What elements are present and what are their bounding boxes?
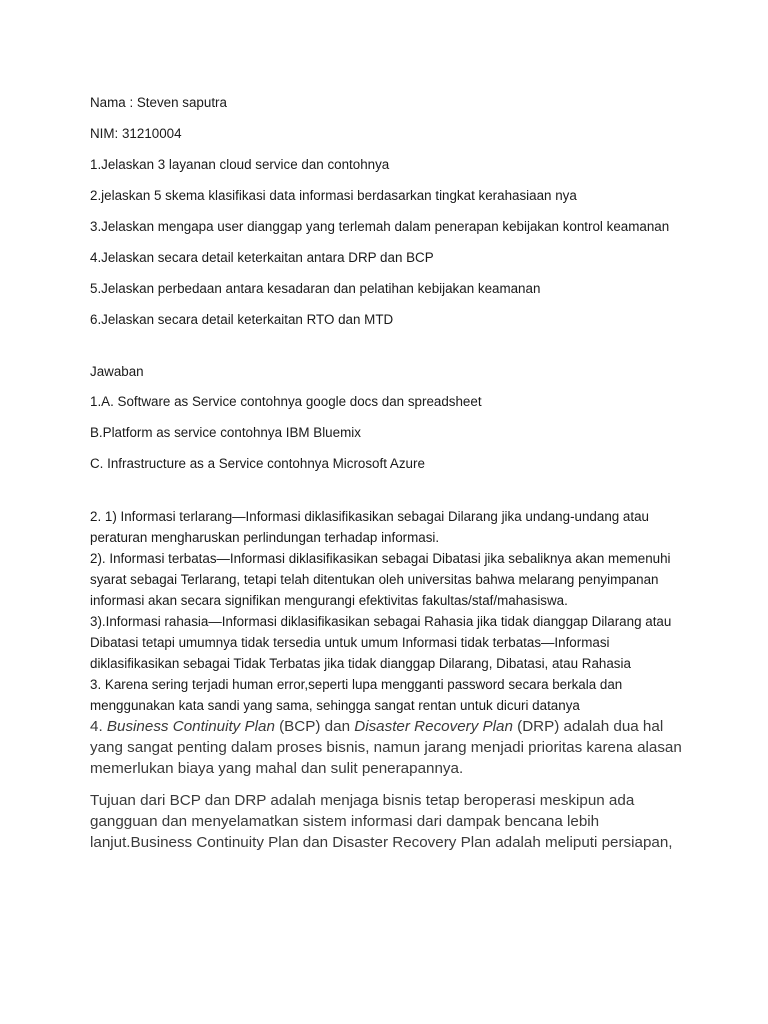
answer-2-item-1: 2. 1) Informasi terlarang—Informasi diklasifikasikan sebagai Dilarang jika undang-undang atau peraturan mengharuskan perlindungan terhadap informasi.	[90, 509, 649, 545]
answer-3: 3. Karena sering terjadi human error,seperti lupa mengganti password secara berkala dan menggunakan kata sandi yang sama, sehingga sangat rentan untuk dicuri datanya	[90, 677, 623, 713]
bcp-term: Business Continuity Plan	[106, 718, 275, 735]
student-nim: NIM: 31210004	[90, 126, 182, 141]
answer-1c: C. Infrastructure as a Service contohnya Microsoft Azure	[90, 456, 425, 471]
answer-4-paragraph-2: Tujuan dari BCP dan DRP adalah menjaga bisnis tetap beroperasi meskipun ada gangguan dan menyelamatkan sistem informasi dari dampak bencana lebih lanjut.Business Continuity Plan dan Disaster Recovery Plan adalah meliputi persiapan,	[90, 792, 673, 851]
question-item: 1.Jelaskan 3 layanan cloud service dan contohnya	[90, 157, 390, 172]
answer-2-item-2: 2). Informasi terbatas—Informasi diklasifikasikan sebagai Dibatasi jika sebaliknya akan memenuhi syarat sebagai Terlarang, tetapi telah ditentukan oleh universitas bahwa melarang penyimpanan informasi akan secara signifikan mengurangi efektivitas fakultas/staf/mahasiswa.	[90, 551, 671, 608]
student-name: Nama : Steven saputra	[90, 95, 227, 110]
question-item: 2.jelaskan 5 skema klasifikasi data informasi berdasarkan tingkat kerahasiaan nya	[90, 188, 577, 203]
question-item: 5.Jelaskan perbedaan antara kesadaran dan pelatihan kebijakan keamanan	[90, 281, 541, 296]
answer-4-prefix: 4.	[90, 718, 107, 735]
answer-1b: B.Platform as service contohnya IBM Bluemix	[90, 425, 361, 440]
bcp-abbr: (BCP) dan	[274, 718, 355, 735]
answer-2-item-3: 3).Informasi rahasia—Informasi diklasifikasikan sebagai Rahasia jika tidak dianggap Dilarang atau Dibatasi tetapi umumnya tidak tersedia untuk umum Informasi tidak terbatas—Informasi diklasifikasikan sebagai Tidak Terbatas jika tidak dianggap Dilarang, Dibatasi, atau Rahasia	[90, 614, 672, 671]
question-item: 3.Jelaskan mengapa user dianggap yang terlemah dalam penerapan kebijakan kontrol keamanan	[90, 219, 670, 234]
answer-4-paragraph-1	[90, 716, 690, 779]
question-item: 6.Jelaskan secara detail keterkaitan RTO dan MTD	[90, 312, 394, 327]
drp-term: Disaster Recovery Plan	[354, 718, 513, 735]
answer-4-rest: (DRP) adalah dua hal yang sangat penting dalam proses bisnis, namun jarang menjadi prioritas karena alasan memerlukan biaya yang mahal dan sulit penerapannya.	[90, 718, 682, 777]
answer-1a: 1.A. Software as Service contohnya google docs dan spreadsheet	[90, 394, 482, 409]
question-item: 4.Jelaskan secara detail keterkaitan antara DRP dan BCP	[90, 250, 434, 265]
document-page	[90, 92, 690, 853]
answers-heading: Jawaban	[90, 364, 144, 379]
